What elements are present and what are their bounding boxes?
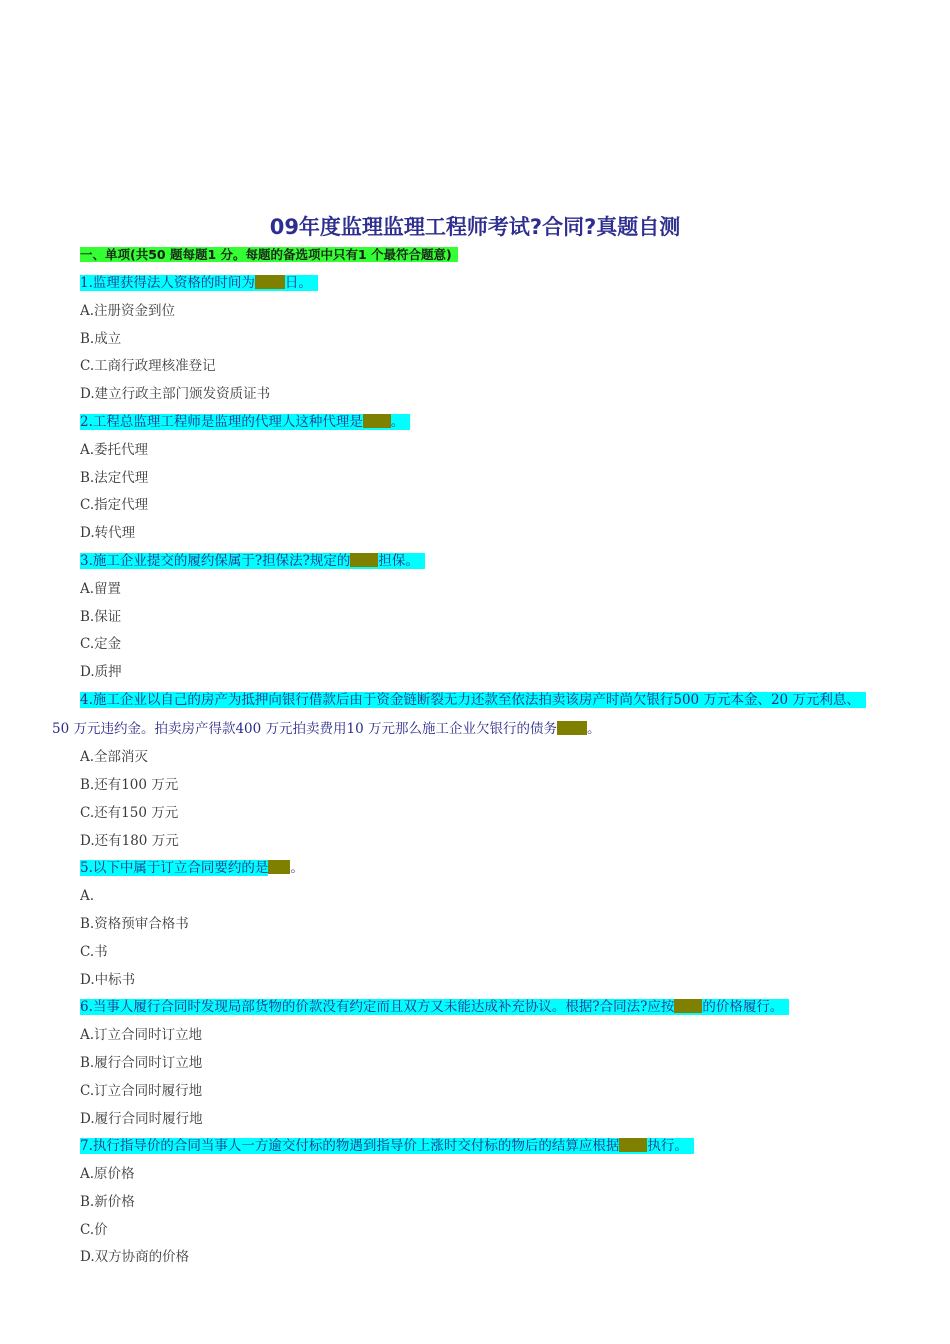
option: B.履行合同时订立地 [80,1055,203,1071]
option: A.全部消灭 [80,749,149,765]
question-2 [80,413,410,431]
question-4-line-1 [80,691,866,709]
answer-blank [255,275,285,289]
option: B.资格预审合格书 [80,916,189,932]
option: B.保证 [80,609,122,625]
option: A.留置 [80,581,122,597]
option: C.工商行政理核准登记 [80,358,216,374]
section-header-text: 一、单项(共50 题每题1 分。每题的备选项中只有1 个最符合题意) [80,247,458,262]
answer-blank [268,860,290,874]
option: C.定金 [80,636,122,652]
option: C.订立合同时履行地 [80,1083,203,1099]
answer-blank [557,721,587,735]
option: D.建立行政主部门颁发资质证书 [80,386,271,402]
option: A.订立合同时订立地 [80,1027,203,1043]
question-5-text: 5.以下中属于订立合同要约的是 。 [80,860,304,876]
option: C.书 [80,944,108,960]
question-4-text-2: 50 万元违约金。拍卖房产得款400 万元拍卖费用10 万元那么施工企业欠银行的债务 。 [52,721,601,737]
question-1-text: 1.监理获得法人资格的时间为 日。 [80,275,318,291]
option: A.原价格 [80,1166,135,1182]
question-7 [80,1137,694,1155]
answer-blank [674,999,702,1013]
option: B.还有100 万元 [80,777,179,793]
option: A. [80,888,95,904]
question-1 [80,274,318,292]
answer-blank [363,414,391,428]
option: D.还有180 万元 [80,833,179,849]
option: A.委托代理 [80,442,149,458]
option: C.指定代理 [80,497,149,513]
option: B.法定代理 [80,470,149,486]
option: C.价 [80,1222,108,1238]
question-4-text-1: 4.施工企业以自己的房产为抵押向银行借款后由于资金链断裂无力还款至依法拍卖该房产时尚欠银行500 万元本金、20 万元利息、 [80,692,866,708]
question-7-text: 7.执行指导价的合同当事人一方逾交付标的物遇到指导价上涨时交付标的物后的结算应根据 执行。 [80,1138,694,1154]
option: A.注册资金到位 [80,303,176,319]
question-2-text: 2.工程总监理工程师是监理的代理人这种代理是 。 [80,414,410,430]
question-6 [80,998,789,1016]
section-header [80,246,458,264]
answer-blank [350,553,378,567]
question-6-text: 6.当事人履行合同时发现局部货物的价款没有约定而且双方又未能达成补充协议。根据?合同法?应按 的价格履行。 [80,999,789,1015]
option: C.还有150 万元 [80,805,179,821]
option: D.中标书 [80,972,136,988]
option: B.成立 [80,331,122,347]
option: D.转代理 [80,525,136,541]
option: D.履行合同时履行地 [80,1111,203,1127]
document-title: 09年度监理监理工程师考试?合同?真题自测 [269,215,681,239]
question-5 [80,859,304,877]
question-3-text: 3.施工企业提交的履约保属于?担保法?规定的 担保。 [80,553,425,569]
question-4-line-2 [52,720,601,738]
answer-blank [619,1138,647,1152]
question-3 [80,552,425,570]
option: B.新价格 [80,1194,135,1210]
option: D.质押 [80,664,122,680]
option: D.双方协商的价格 [80,1249,190,1265]
